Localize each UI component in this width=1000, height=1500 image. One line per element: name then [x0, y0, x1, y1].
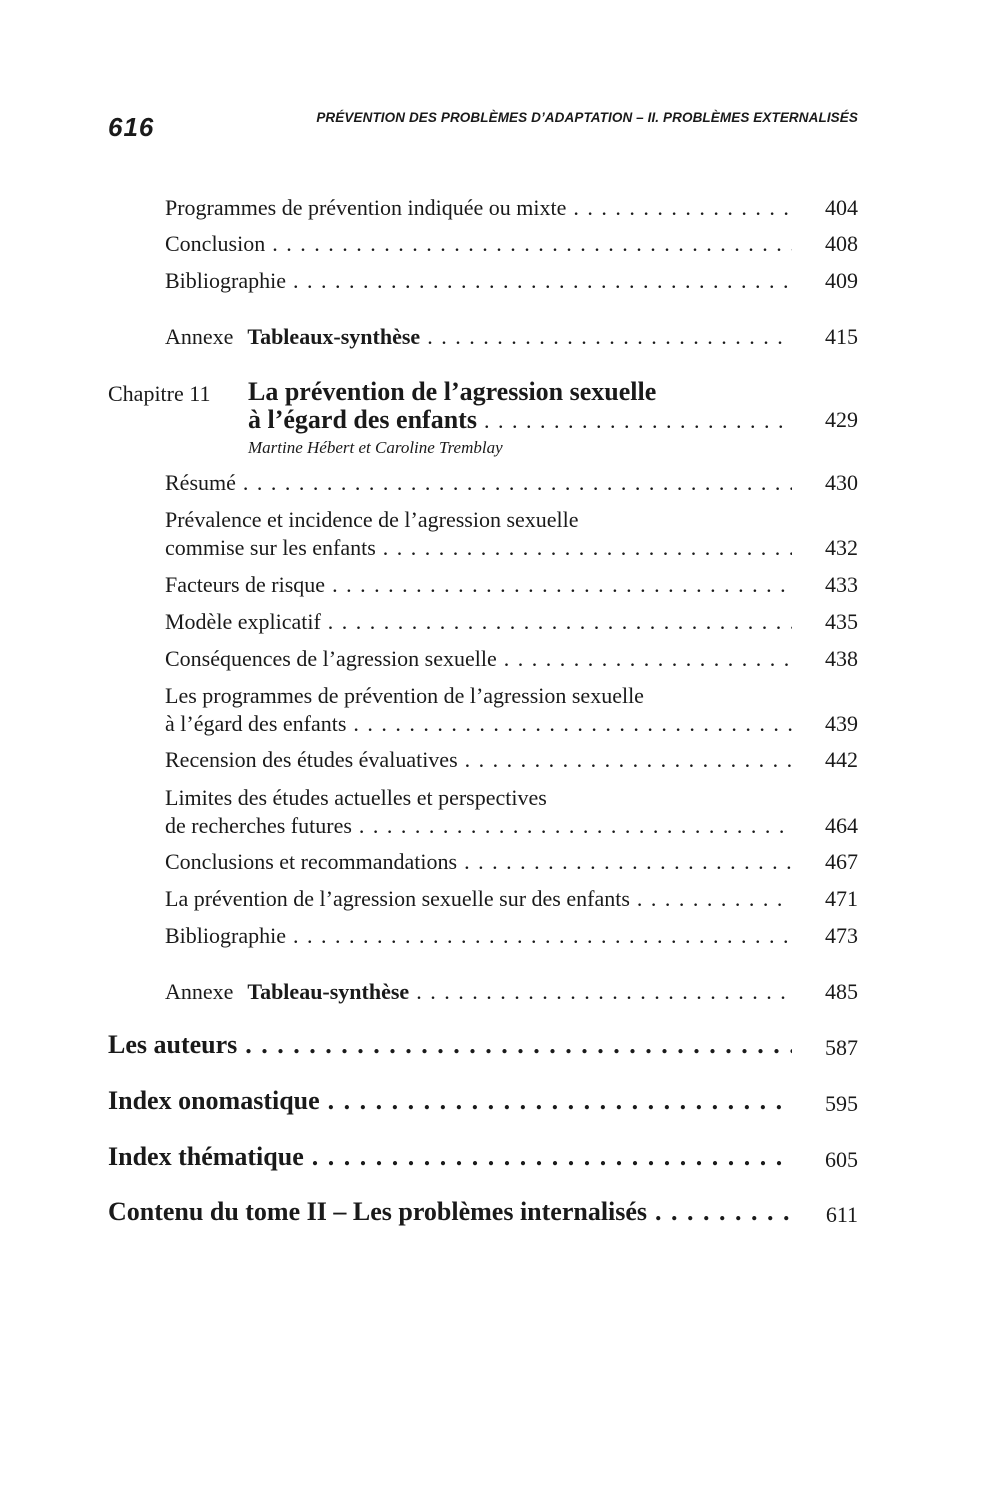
- chapter-title-line2: à l’égard des enfants: [248, 406, 477, 434]
- toc-entry-title: Conséquences de l’agression sexuelle . . .: [165, 645, 792, 673]
- toc-entry-page: 435: [825, 609, 858, 634]
- toc-entry-title: Conclusions et recommandations . . .: [165, 848, 792, 876]
- toc-entry-title: La prévention de l’agression sexuelle sur des enfants . . .: [165, 885, 792, 913]
- toc-entry-page: 438: [825, 646, 858, 671]
- toc-entry-title-line2: à l’égard des enfants . . .: [165, 710, 792, 738]
- chapter-authors: Martine Hébert et Caroline Tremblay: [248, 438, 503, 457]
- toc-entry-page: 409: [825, 268, 858, 293]
- backmatter-title: Contenu du tome II – Les problèmes internalisés . . .: [108, 1198, 792, 1226]
- toc-entry-title: Recension des études évaluatives . . .: [165, 746, 792, 774]
- toc-entry-title-line2: commise sur les enfants . . .: [165, 534, 792, 562]
- chapter-label: Chapitre 11: [108, 381, 211, 406]
- chapter-title-line2-wrap: [248, 406, 792, 435]
- toc-entry-page: 485: [825, 979, 858, 1004]
- backmatter-title: Les auteurs . . .: [108, 1031, 792, 1059]
- toc-entry-title: Bibliographie . . .: [165, 922, 792, 950]
- toc-entry-page: 464: [825, 813, 858, 838]
- backmatter-page: 595: [825, 1091, 858, 1116]
- backmatter-title: Index thématique . . .: [108, 1143, 792, 1171]
- annexe-title: Tableaux-synthèse: [247, 324, 421, 349]
- toc-entry-title: Bibliographie . . .: [165, 267, 792, 295]
- toc-entry-title-line1: Prévalence et incidence de l’agression sexuelle: [165, 507, 579, 532]
- toc-entry-title: Modèle explicatif . . .: [165, 608, 792, 636]
- annexe-title: Tableau-synthèse: [247, 979, 410, 1004]
- annexe-label: Annexe: [165, 979, 234, 1004]
- toc-annexe-title-line: [165, 978, 792, 1006]
- toc-entry-title-line2: de recherches futures . . .: [165, 812, 792, 840]
- toc-entry-page: 467: [825, 849, 858, 874]
- toc-entry-page: 471: [825, 886, 858, 911]
- toc-annexe-title-line: [165, 323, 792, 351]
- chapter-title-line1: La prévention de l’agression sexuelle: [248, 378, 657, 406]
- annexe-label: Annexe: [165, 324, 234, 349]
- toc-entry-page: 433: [825, 572, 858, 597]
- backmatter-page: 605: [825, 1147, 858, 1172]
- toc-entry-page: 408: [825, 231, 858, 256]
- running-head: PRÉVENTION DES PROBLÈMES D’ADAPTATION – II. PROBLÈMES EXTERNALISÉS: [316, 110, 858, 125]
- backmatter-title: Index onomastique . . .: [108, 1087, 792, 1115]
- toc-entry-page: 415: [825, 324, 858, 349]
- chapter-page: 429: [825, 407, 858, 432]
- backmatter-page: 611: [825, 1202, 858, 1227]
- toc-entry-page: 432: [825, 535, 858, 560]
- toc-entry-title-line1: Les programmes de prévention de l’agression sexuelle: [165, 683, 644, 708]
- toc-entry-page: 442: [825, 747, 858, 772]
- toc-entry-page: 473: [825, 923, 858, 948]
- toc-entry-title: Conclusion . . .: [165, 230, 792, 258]
- backmatter-page: 587: [825, 1035, 858, 1060]
- toc-entry-page: 439: [825, 711, 858, 736]
- toc-entry-title: Résumé . . .: [165, 469, 792, 497]
- toc-entry-title: Programmes de prévention indiquée ou mixte . . .: [165, 194, 792, 222]
- toc-entry-title-line1: Limites des études actuelles et perspectives: [165, 785, 547, 810]
- toc-entry-page: 430: [825, 470, 858, 495]
- toc-entry-title: Facteurs de risque . . .: [165, 571, 792, 599]
- toc-entry-page: 404: [825, 195, 858, 220]
- page-number: 616: [108, 112, 155, 142]
